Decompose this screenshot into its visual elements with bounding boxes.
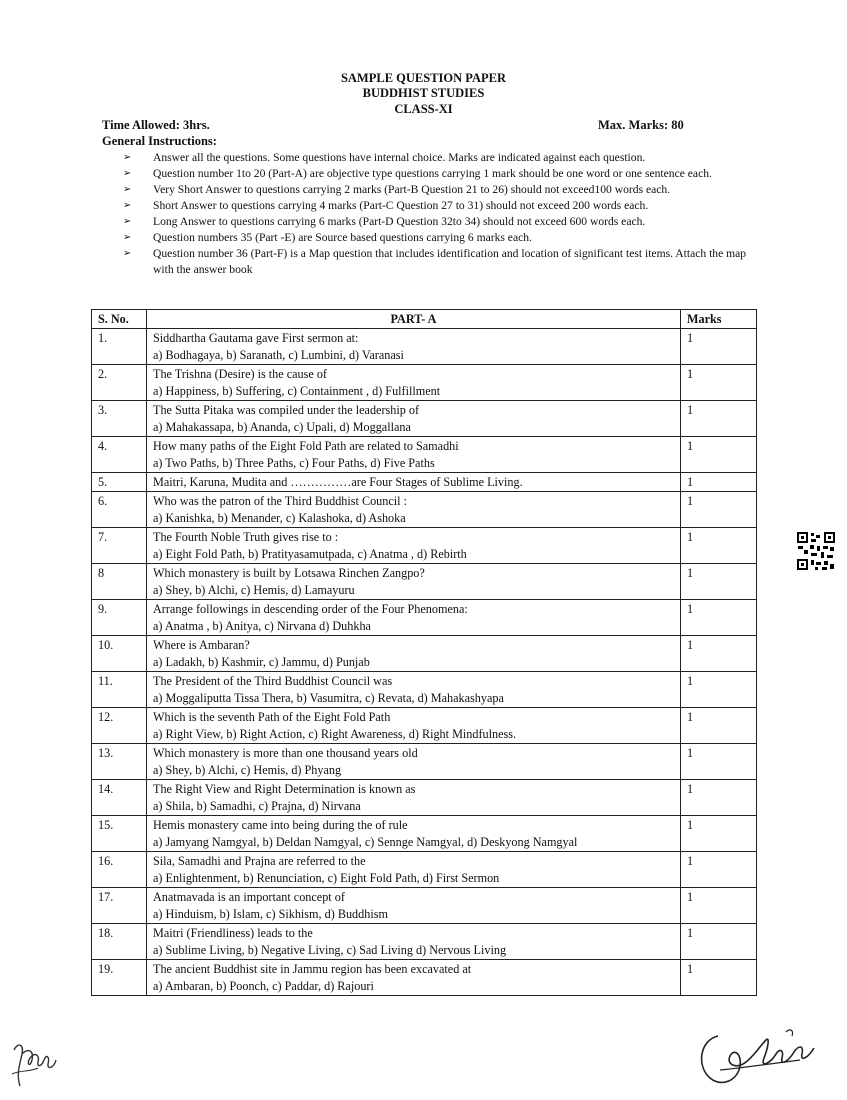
signature-right-icon bbox=[690, 1018, 822, 1093]
answer-options: a) Shey, b) Alchi, c) Hemis, d) Phyang bbox=[153, 763, 342, 777]
question-text: Sila, Samadhi and Prajna are referred to the bbox=[153, 854, 366, 868]
table-row bbox=[92, 473, 757, 492]
instruction-item bbox=[123, 230, 755, 246]
instruction-text: Question number 36 (Part-F) is a Map question that includes identification and location of significant test items. Attach the map with the answer book bbox=[153, 247, 747, 276]
arrow-bullet-icon: ➢ bbox=[123, 184, 132, 195]
question-text: Which monastery is built by Lotsawa Rinchen Zangpo? bbox=[153, 566, 425, 580]
question-marks: 1 bbox=[681, 437, 757, 473]
question-cell bbox=[147, 564, 681, 600]
table-row bbox=[92, 708, 757, 744]
table-row bbox=[92, 365, 757, 401]
col-marks-header: Marks bbox=[681, 310, 757, 329]
question-cell bbox=[147, 780, 681, 816]
col-part-header: PART- A bbox=[147, 310, 681, 329]
answer-options: a) Shila, b) Samadhi, c) Prajna, d) Nirvana bbox=[153, 799, 361, 813]
question-marks: 1 bbox=[681, 816, 757, 852]
answer-options: a) Two Paths, b) Three Paths, c) Four Paths, d) Five Paths bbox=[153, 456, 435, 470]
arrow-bullet-icon: ➢ bbox=[123, 200, 132, 211]
answer-options: a) Jamyang Namgyal, b) Deldan Namgyal, c) Sennge Namgyal, d) Deskyong Namgyal bbox=[153, 835, 578, 849]
answer-options: a) Mahakassapa, b) Ananda, c) Upali, d) Moggallana bbox=[153, 420, 411, 434]
question-marks: 1 bbox=[681, 473, 757, 492]
table-row bbox=[92, 924, 757, 960]
question-number: 4. bbox=[92, 437, 147, 473]
arrow-bullet-icon: ➢ bbox=[123, 248, 132, 259]
table-row bbox=[92, 960, 757, 996]
answer-options: a) Right View, b) Right Action, c) Right Awareness, d) Right Mindfulness. bbox=[153, 727, 517, 741]
table-row bbox=[92, 816, 757, 852]
question-cell bbox=[147, 329, 681, 365]
arrow-bullet-icon: ➢ bbox=[123, 152, 132, 163]
question-number: 1. bbox=[92, 329, 147, 365]
question-text: Which is the seventh Path of the Eight Fold Path bbox=[153, 710, 391, 724]
question-cell bbox=[147, 816, 681, 852]
question-number: 10. bbox=[92, 636, 147, 672]
question-text: The ancient Buddhist site in Jammu region has been excavated at bbox=[153, 962, 472, 976]
question-marks: 1 bbox=[681, 564, 757, 600]
question-number: 13. bbox=[92, 744, 147, 780]
question-number: 9. bbox=[92, 600, 147, 636]
question-text: Anatmavada is an important concept of bbox=[153, 890, 345, 904]
table-header-row bbox=[92, 310, 757, 329]
table-row bbox=[92, 744, 757, 780]
instruction-text: Question numbers 35 (Part -E) are Source based questions carrying 6 marks each. bbox=[153, 231, 532, 244]
instruction-text: Long Answer to questions carrying 6 marks (Part-D Question 32to 34) should not exceed 600 words each. bbox=[153, 215, 646, 228]
question-text: The Fourth Noble Truth gives rise to : bbox=[153, 530, 339, 544]
question-number: 19. bbox=[92, 960, 147, 996]
question-marks: 1 bbox=[681, 636, 757, 672]
answer-options: a) Anatma , b) Anitya, c) Nirvana d) Duhkha bbox=[153, 619, 371, 633]
question-marks: 1 bbox=[681, 492, 757, 528]
question-number: 15. bbox=[92, 816, 147, 852]
question-number: 3. bbox=[92, 401, 147, 437]
question-cell bbox=[147, 888, 681, 924]
question-text: Maitri (Friendliness) leads to the bbox=[153, 926, 313, 940]
signature-left-icon bbox=[4, 1030, 68, 1094]
table-row bbox=[92, 780, 757, 816]
instruction-item bbox=[123, 198, 755, 214]
question-text: Siddhartha Gautama gave First sermon at: bbox=[153, 331, 359, 345]
answer-options: a) Sublime Living, b) Negative Living, c) Sad Living d) Nervous Living bbox=[153, 943, 507, 957]
question-number: 8 bbox=[92, 564, 147, 600]
question-number: 6. bbox=[92, 492, 147, 528]
table-row bbox=[92, 672, 757, 708]
question-text: Which monastery is more than one thousand years old bbox=[153, 746, 418, 760]
qr-code-icon bbox=[796, 531, 836, 571]
question-cell bbox=[147, 960, 681, 996]
question-cell bbox=[147, 437, 681, 473]
question-cell bbox=[147, 473, 681, 492]
question-number: 5. bbox=[92, 473, 147, 492]
question-marks: 1 bbox=[681, 852, 757, 888]
instruction-item bbox=[123, 182, 755, 198]
question-marks: 1 bbox=[681, 600, 757, 636]
question-marks: 1 bbox=[681, 365, 757, 401]
table-row bbox=[92, 636, 757, 672]
question-marks: 1 bbox=[681, 780, 757, 816]
question-cell bbox=[147, 708, 681, 744]
question-text: The Right View and Right Determination is known as bbox=[153, 782, 416, 796]
question-cell bbox=[147, 365, 681, 401]
question-cell bbox=[147, 600, 681, 636]
question-cell bbox=[147, 744, 681, 780]
question-text: The Trishna (Desire) is the cause of bbox=[153, 367, 327, 381]
answer-options: a) Happiness, b) Suffering, c) Containment , d) Fulfillment bbox=[153, 384, 441, 398]
question-cell bbox=[147, 636, 681, 672]
question-marks: 1 bbox=[681, 329, 757, 365]
instruction-text: Answer all the questions. Some questions have internal choice. Marks are indicated against each question. bbox=[153, 151, 646, 164]
instruction-item bbox=[123, 214, 755, 230]
answer-options: a) Kanishka, b) Menander, c) Kalashoka, d) Ashoka bbox=[153, 511, 406, 525]
question-number: 11. bbox=[92, 672, 147, 708]
question-number: 7. bbox=[92, 528, 147, 564]
table-row bbox=[92, 437, 757, 473]
table-row bbox=[92, 564, 757, 600]
instruction-item bbox=[123, 166, 755, 182]
answer-options: a) Bodhagaya, b) Saranath, c) Lumbini, d) Varanasi bbox=[153, 348, 404, 362]
subject-title: BUDDHIST STUDIES bbox=[362, 86, 485, 100]
question-number: 14. bbox=[92, 780, 147, 816]
question-number: 2. bbox=[92, 365, 147, 401]
question-marks: 1 bbox=[681, 924, 757, 960]
instruction-text: Very Short Answer to questions carrying 2 marks (Part-B Question 21 to 26) should not exceed100 words each. bbox=[153, 183, 671, 196]
table-row bbox=[92, 852, 757, 888]
answer-options: a) Moggaliputta Tissa Thera, b) Vasumitra, c) Revata, d) Mahakashyapa bbox=[153, 691, 504, 705]
table-row bbox=[92, 329, 757, 365]
table-row bbox=[92, 492, 757, 528]
question-text: Where is Ambaran? bbox=[153, 638, 250, 652]
question-number: 17. bbox=[92, 888, 147, 924]
general-instructions-heading: General Instructions: bbox=[102, 134, 217, 148]
table-row bbox=[92, 528, 757, 564]
question-marks: 1 bbox=[681, 744, 757, 780]
instruction-text: Short Answer to questions carrying 4 marks (Part-C Question 27 to 31) should not exceed 200 words each. bbox=[153, 199, 649, 212]
answer-options: a) Shey, b) Alchi, c) Hemis, d) Lamayuru bbox=[153, 583, 355, 597]
table-row bbox=[92, 888, 757, 924]
question-number: 18. bbox=[92, 924, 147, 960]
class-title: CLASS-XI bbox=[394, 102, 453, 116]
arrow-bullet-icon: ➢ bbox=[123, 232, 132, 243]
instruction-item bbox=[123, 150, 755, 166]
question-marks: 1 bbox=[681, 401, 757, 437]
answer-options: a) Eight Fold Path, b) Pratityasamutpada, c) Anatma , d) Rebirth bbox=[153, 547, 467, 561]
col-sno-header: S. No. bbox=[92, 310, 147, 329]
question-marks: 1 bbox=[681, 528, 757, 564]
question-cell bbox=[147, 672, 681, 708]
question-text: The Sutta Pitaka was compiled under the leadership of bbox=[153, 403, 420, 417]
instruction-item bbox=[123, 246, 755, 278]
question-cell bbox=[147, 528, 681, 564]
table-row bbox=[92, 600, 757, 636]
question-marks: 1 bbox=[681, 888, 757, 924]
question-number: 16. bbox=[92, 852, 147, 888]
question-cell bbox=[147, 401, 681, 437]
question-text: Hemis monastery came into being during the of rule bbox=[153, 818, 408, 832]
paper-title: SAMPLE QUESTION PAPER bbox=[340, 71, 507, 85]
table-row bbox=[92, 401, 757, 437]
answer-options: a) Ladakh, b) Kashmir, c) Jammu, d) Punjab bbox=[153, 655, 370, 669]
answer-options: a) Enlightenment, b) Renunciation, c) Eight Fold Path, d) First Sermon bbox=[153, 871, 500, 885]
instructions-list bbox=[123, 150, 755, 278]
question-marks: 1 bbox=[681, 708, 757, 744]
answer-options: a) Ambaran, b) Poonch, c) Paddar, d) Rajouri bbox=[153, 979, 374, 993]
question-text: The President of the Third Buddhist Council was bbox=[153, 674, 393, 688]
question-cell bbox=[147, 492, 681, 528]
instruction-text: Question number 1to 20 (Part-A) are objective type questions carrying 1 mark should be one word or one sentence each. bbox=[153, 167, 712, 180]
question-number: 12. bbox=[92, 708, 147, 744]
question-text: Who was the patron of the Third Buddhist Council : bbox=[153, 494, 407, 508]
questions-table bbox=[91, 309, 757, 996]
question-text: Arrange followings in descending order of the Four Phenomena: bbox=[153, 602, 468, 616]
question-cell bbox=[147, 924, 681, 960]
time-allowed: Time Allowed: 3hrs. bbox=[102, 118, 210, 132]
question-marks: 1 bbox=[681, 672, 757, 708]
answer-options: a) Hinduism, b) Islam, c) Sikhism, d) Buddhism bbox=[153, 907, 388, 921]
arrow-bullet-icon: ➢ bbox=[123, 168, 132, 179]
arrow-bullet-icon: ➢ bbox=[123, 216, 132, 227]
question-text: Maitri, Karuna, Mudita and ……………are Four Stages of Sublime Living. bbox=[153, 475, 523, 489]
max-marks: Max. Marks: 80 bbox=[598, 118, 684, 132]
question-marks: 1 bbox=[681, 960, 757, 996]
question-cell bbox=[147, 852, 681, 888]
question-text: How many paths of the Eight Fold Path are related to Samadhi bbox=[153, 439, 459, 453]
